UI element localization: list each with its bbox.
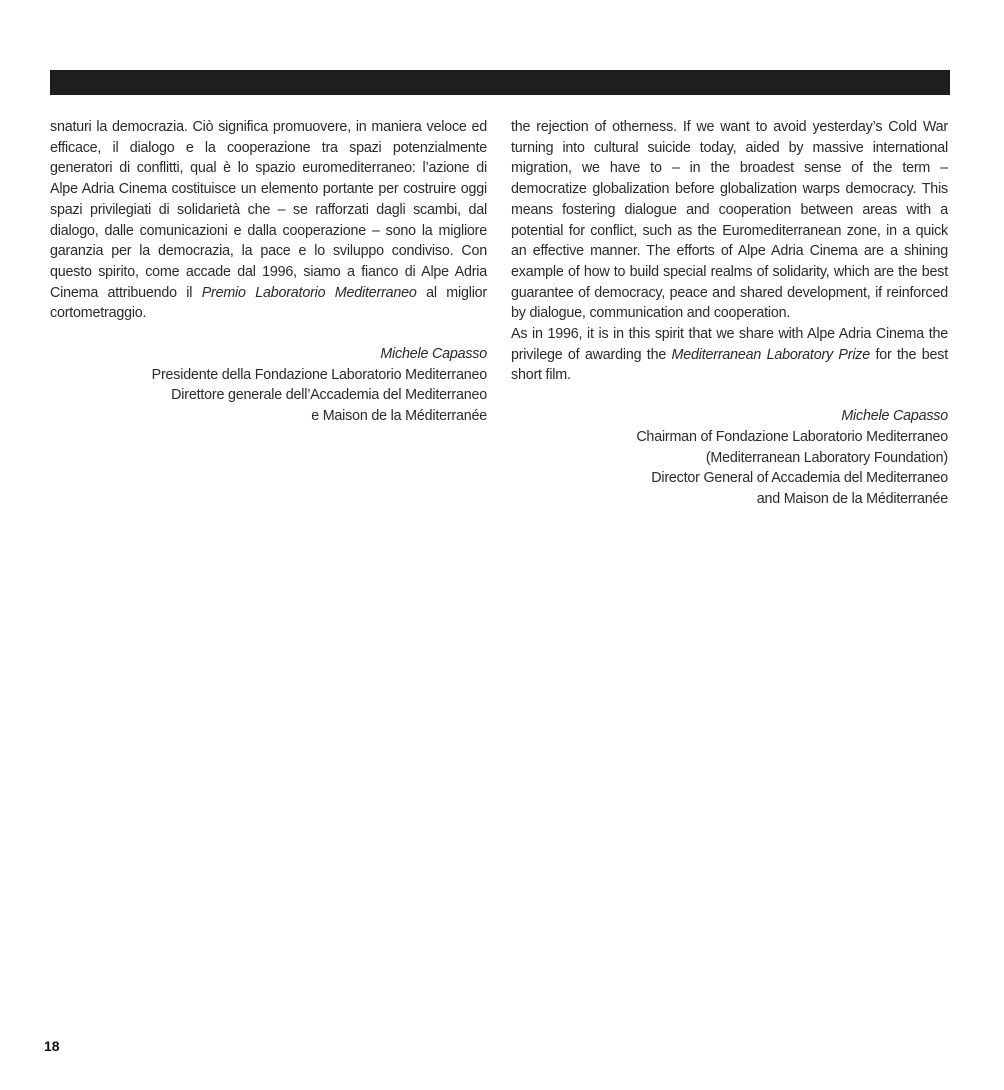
english-column bbox=[511, 117, 948, 510]
signature-title-line: Presidente della Fondazione Laboratorio Mediterraneo bbox=[151, 366, 487, 383]
signature-title-line: Direttore generale dell’Accademia del Mediterraneo bbox=[171, 387, 487, 404]
signature-title-line: Chairman of Fondazione Laboratorio Mediterraneo bbox=[636, 428, 948, 445]
english-award-name: Mediterranean Laboratory Prize bbox=[671, 346, 870, 363]
italian-signature bbox=[50, 344, 487, 427]
signature-name: Michele Capasso bbox=[380, 346, 487, 363]
english-paragraph-1: the rejection of otherness. If we want to avoid yesterday’s Cold War turning into cultural suicide today, aided by massive international migration, we have to – in the broadest sense of the term – democratize globalization before globalization warps democracy. This means fostering dialogue and cooperation between areas with a potential for conflict, such as the Euromediterranean zone, in a quick an effective manner. The efforts of Alpe Adria Cinema are a shining example of how to build special realms of solidarity, which are the best guarantee of democracy, peace and shared development, if reinforced by dialogue, communication and cooperation. bbox=[511, 119, 948, 322]
page-number: 18 bbox=[44, 1038, 60, 1054]
signature-name: Michele Capasso bbox=[841, 408, 948, 425]
english-signature bbox=[511, 406, 948, 510]
italian-column bbox=[50, 117, 487, 427]
english-paragraph-end: for the best short film. bbox=[511, 346, 948, 384]
signature-title-line: (Mediterranean Laboratory Foundation) bbox=[705, 449, 948, 466]
italian-paragraph-end: al miglior cortometraggio. bbox=[50, 284, 487, 322]
signature-title-line: and Maison de la Méditerranée bbox=[756, 490, 948, 507]
italian-paragraph bbox=[50, 117, 487, 324]
italian-award-name: Premio Laboratorio Mediterraneo bbox=[201, 284, 417, 301]
english-paragraph-text: As in 1996, it is in this spirit that we share with Alpe Adria Cinema the privilege of awarding the bbox=[511, 326, 948, 363]
signature-title-line: Director General of Accademia del Mediterraneo bbox=[651, 470, 948, 487]
italian-paragraph-text: snaturi la democrazia. Ciò significa promuovere, in maniera veloce ed efficace, il dialogo e la cooperazione tra spazi potenzialmente generatori di conflitti, qual è lo spazio euromediterraneo: l’azione di Alpe Adria Cinema costituisce un elemento portante per costruire oggi spazi privilegiati di solidarietà che – se rafforzati dagli scambi, dal dialogo, dalle comunicazioni e dalla cooperazione – sono la migliore garanzia per la democrazia, la pace e lo sviluppo condiviso. Con questo spirito, come accade dal 1996, siamo a fianco di Alpe Adria Cinema attribuendo il bbox=[50, 119, 487, 301]
signature-title-line: e Maison de la Méditerranée bbox=[311, 408, 487, 425]
header-bar bbox=[50, 70, 950, 95]
english-paragraph-2 bbox=[511, 324, 948, 386]
